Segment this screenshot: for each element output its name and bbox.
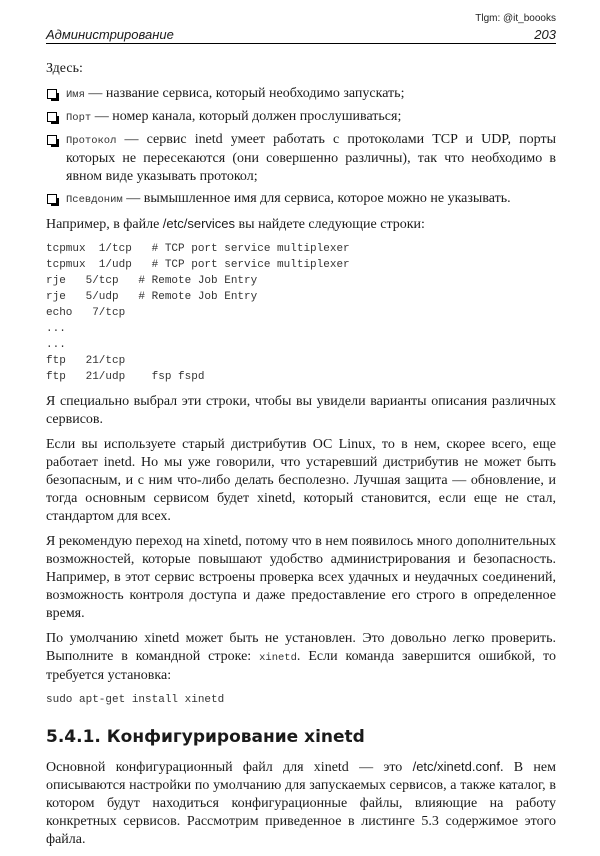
body-paragraph: Я рекомендую переход на xinetd, потому что в нем появилось много дополнительных возможностей, которые повышают удобство администрирования и безопасность. Например, в этот сервис встроены проверка всех удачных и неудачных соединений, возможность контроля доступа и даже предоставление его строго в определенное время. xyxy=(46,534,556,621)
body-paragraph: Если вы используете старый дистрибутив ОС Linux, то в нем, скорее всего, еще работает inetd. Но мы уже говорили, что устаревший дистрибутив не может быть безопасным, и с ним что-либо делать бесполезно. Лучшая защита — обновление, и тогда основным сервисом будет xinetd, который становится, если еще не стал, стандартом для всех. xyxy=(46,437,556,524)
code-line: rje 5/udp # Remote Job Entry xyxy=(46,291,258,303)
running-header xyxy=(46,26,556,44)
definition-item-name xyxy=(46,85,556,104)
checkbox-bullet-icon xyxy=(47,135,57,145)
definition-item-protocol xyxy=(46,131,556,186)
checkbox-bullet-icon xyxy=(47,112,57,122)
code-line: ftp 21/udp fsp fspd xyxy=(46,371,205,383)
file-path: /etc/services xyxy=(162,216,236,231)
watermark: Tlgm: @it_boooks xyxy=(475,13,556,24)
definition-text: — вымышленное имя для сервиса, которое можно не указывать. xyxy=(122,191,511,206)
page-body xyxy=(46,60,556,856)
code-line: sudo apt-get install xinetd xyxy=(46,694,225,706)
inline-command: xinetd xyxy=(259,652,297,664)
header-section-title: Администрирование xyxy=(46,27,174,42)
definition-list xyxy=(46,85,556,209)
example-paragraph xyxy=(46,215,556,234)
definition-text: — сервис inetd умеет работать с протоколами TCP и UDP, порты которых не пересекаются (они совершенно различны), так что необходимо в явном виде указывать протокол; xyxy=(66,132,556,184)
definition-term: Порт xyxy=(66,112,92,124)
intro-paragraph: Здесь: xyxy=(46,61,83,76)
definition-item-port xyxy=(46,108,556,127)
section-heading: 5.4.1. Конфигурирование xinetd xyxy=(46,727,365,747)
definition-term: Имя xyxy=(66,89,85,101)
code-line: tcpmux 1/udp # TCP port service multiplexer xyxy=(46,259,350,271)
check-text: По умолчанию xinetd может быть не установлен. Это довольно легко проверить. Выполните в командной строке: xyxy=(46,631,556,664)
code-line: tcpmux 1/tcp # TCP port service multiplexer xyxy=(46,243,350,255)
final-paragraph xyxy=(46,758,556,849)
body-paragraph: Я специально выбрал эти строки, чтобы вы увидели варианты описания различных сервисов. xyxy=(46,394,556,427)
definition-item-alias xyxy=(46,190,556,209)
check-paragraph xyxy=(46,630,556,685)
checkbox-bullet-icon xyxy=(47,89,57,99)
example-text: Например, в файле xyxy=(46,217,163,232)
code-line: ... xyxy=(46,323,66,335)
definition-text: — название сервиса, который необходимо запускать; xyxy=(84,86,405,101)
checkbox-bullet-icon xyxy=(47,194,57,204)
file-path: /etc/xinetd.conf xyxy=(412,759,501,774)
code-line: ftp 21/tcp xyxy=(46,355,126,367)
definition-text: — номер канала, который должен прослушиваться; xyxy=(91,109,402,124)
code-line: echo 7/tcp xyxy=(46,307,126,319)
code-block-install xyxy=(46,692,556,708)
example-text: вы найдете следующие строки: xyxy=(235,217,425,232)
code-line: rje 5/tcp # Remote Job Entry xyxy=(46,275,258,287)
code-line: ... xyxy=(46,339,66,351)
definition-term: Псевдоним xyxy=(66,194,123,206)
final-text: . В нем описываются настройки по умолчанию для запускаемых сервисов, а также каталог, в котором будут находиться конфигурационные файлы, влияющие на работу конкретных сервисов. Рассмотрим приведенное в листинге 5.3 содержимое этого файла. xyxy=(46,760,556,847)
code-block-services xyxy=(46,241,556,385)
check-text: . Если команда завершится ошибкой, то требуется установка: xyxy=(46,649,556,683)
definition-term: Протокол xyxy=(66,135,117,147)
page-number: 203 xyxy=(534,27,556,42)
final-text: Основной конфигурационный файл для xinetd — это xyxy=(46,760,413,775)
